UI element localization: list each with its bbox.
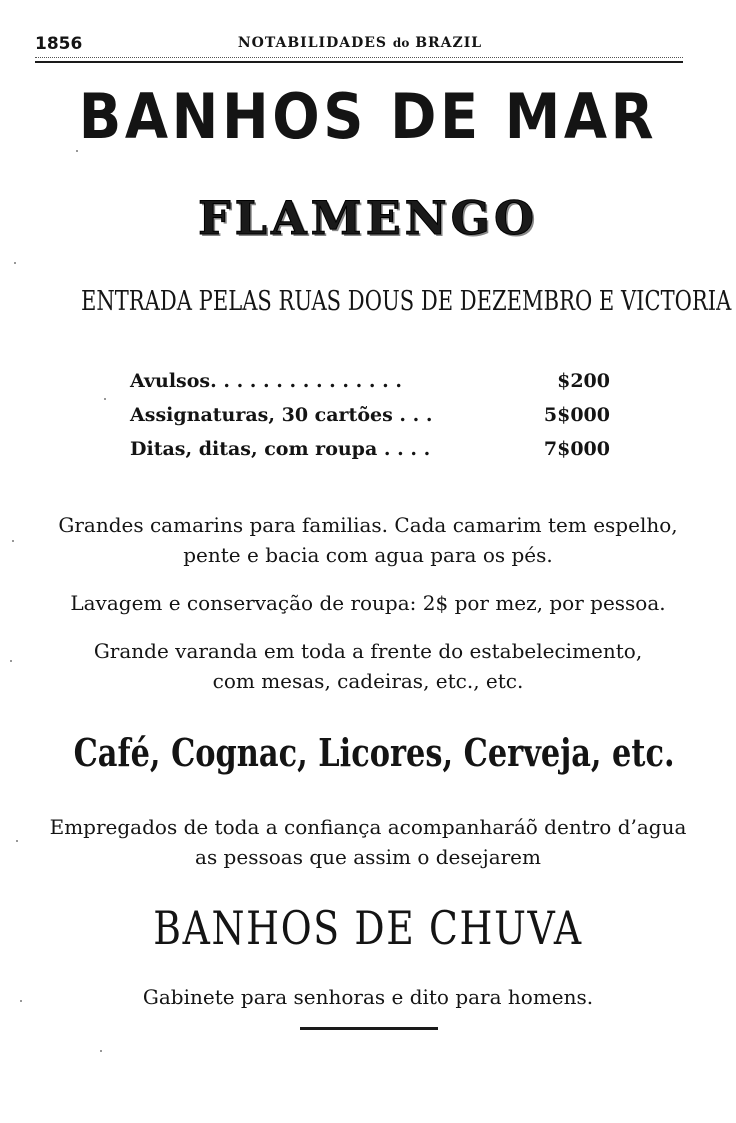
running-title <box>30 35 690 51</box>
drinks-line: Café, Cognac, Licores, Cerveja, etc. <box>73 730 675 775</box>
entrance-line: ENTRADA PELAS RUAS DOUS DE DEZEMBRO E VICTORIA <box>80 286 732 317</box>
scan-speck <box>10 660 12 662</box>
running-header <box>30 34 690 64</box>
cabins-line-2: pente e bacia com agua para os pés. <box>183 543 553 567</box>
scan-speck <box>16 840 18 842</box>
staff-paragraph <box>0 812 736 872</box>
running-title-connector: do <box>392 36 410 50</box>
scan-speck <box>14 262 16 264</box>
page-number: 1856 <box>35 34 83 54</box>
scan-speck <box>12 540 14 542</box>
cabinet-paragraph: Gabinete para senhoras e dito para homens. <box>142 985 594 1009</box>
staff-line-1: Empregados de toda a confiança acompanharáõ dentro d’agua <box>49 815 687 839</box>
scan-speck <box>20 1000 22 1002</box>
scan-speck <box>100 1050 102 1052</box>
cabins-paragraph <box>0 510 736 570</box>
price-row <box>130 398 610 432</box>
scan-speck <box>76 150 78 152</box>
ornamental-title: FLAMENGO <box>197 191 539 245</box>
price-label: Ditas, ditas, com roupa . . . . <box>130 438 431 460</box>
running-title-end: BRAZIL <box>415 35 483 51</box>
veranda-paragraph <box>0 636 736 696</box>
laundry-paragraph: Lavagem e conservação de roupa: 2$ por mez, por pessoa. <box>70 591 666 615</box>
veranda-line-1: Grande varanda em toda a frente do estabelecimento, <box>93 639 643 663</box>
staff-line-2: as pessoas que assim o desejarem <box>195 845 541 869</box>
price-value: 7$000 <box>543 438 610 460</box>
running-title-main: NOTABILIDADES <box>237 35 388 51</box>
price-list <box>130 364 610 466</box>
cabins-line-1: Grandes camarins para familias. Cada camarim tem espelho, <box>58 513 678 537</box>
header-rule <box>35 61 683 63</box>
scan-speck <box>104 398 106 400</box>
rain-baths-title: BANHOS DE CHUVA <box>153 901 583 955</box>
veranda-line-2: com mesas, cadeiras, etc., etc. <box>212 669 524 693</box>
price-label: Assignaturas, 30 cartões . . . <box>130 404 433 426</box>
price-row <box>130 432 610 466</box>
price-value: 5$000 <box>543 404 610 426</box>
price-value: $200 <box>557 370 610 392</box>
main-title: BANHOS DE MAR <box>78 80 658 153</box>
price-row <box>130 364 610 398</box>
price-label: Avulsos. . . . . . . . . . . . . . . <box>130 370 402 392</box>
header-dotted-rule <box>35 57 683 58</box>
closing-rule <box>300 1027 438 1030</box>
